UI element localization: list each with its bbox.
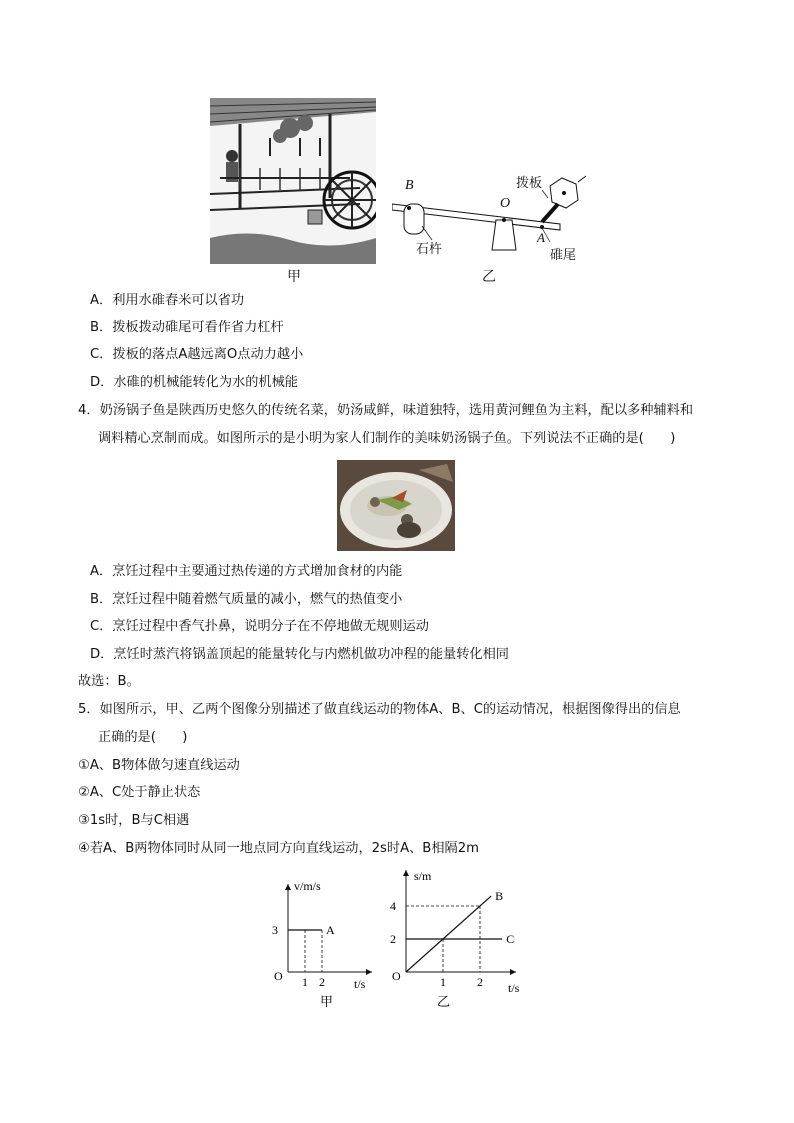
q4-stem-line1: 4．奶汤锅子鱼是陕西历史悠久的传统名菜，奶汤咸鲜，味道独特，选用黄河鲤鱼为主料，配以多种辅料和 — [78, 403, 694, 418]
chart-yi — [390, 866, 530, 1012]
chart-jia-y-tick-3: 3 — [272, 923, 278, 937]
chart-yi-x-tick-2: 2 — [477, 975, 483, 989]
q3-option-a: A．利用水碓舂米可以省功 — [90, 293, 245, 308]
chart-yi-x-tick-1: 1 — [440, 975, 446, 989]
chart-jia-x-tick-1: 1 — [302, 975, 308, 989]
q4-option-c: C．烹饪过程中香气扑鼻，说明分子在不停地做无规则运动 — [90, 619, 429, 634]
fish-soup-photo — [337, 460, 455, 551]
chart-yi-y-arrow — [403, 870, 409, 876]
caption-jia: 甲 — [287, 269, 301, 285]
chart-jia-origin: O — [274, 969, 283, 983]
label-paddle: 拨板 — [516, 176, 543, 191]
chart-yi-series-B — [406, 896, 491, 972]
q3-option-b: B．拨板拨动碓尾可看作省力杠杆 — [90, 320, 284, 335]
q3-option-d: D．水碓的机械能转化为水的机械能 — [90, 375, 298, 390]
caption-yi: 乙 — [482, 269, 496, 285]
q4-answer: 故选：B。 — [78, 674, 140, 689]
chart-jia-series-label-A: A — [326, 923, 335, 937]
label-o: O — [500, 196, 511, 211]
chart-yi-ylabel: s/m — [414, 869, 432, 883]
chart-jia — [262, 872, 382, 1012]
chart-jia-title: 甲 — [320, 994, 334, 1009]
chart-yi-y-tick-4: 4 — [390, 899, 396, 913]
chart-jia-y-arrow — [285, 884, 291, 890]
waterwheel-illustration — [210, 98, 376, 264]
q3-option-c: C．拨板的落点A越远离O点动力越小 — [90, 347, 304, 362]
q4-stem-line2: 调料精心烹制而成。如图所示的是小明为家人们制作的美味奶汤锅子鱼。下列说法不正确的是( ) — [98, 431, 676, 446]
q4-option-d: D．烹饪时蒸汽将锅盖顶起的能量转化与内燃机做功冲程的能量转化相同 — [90, 647, 509, 662]
chart-jia-x-arrow — [366, 969, 372, 975]
chart-yi-title: 乙 — [437, 994, 451, 1009]
chart-yi-svg — [390, 866, 530, 1012]
q5-item-3: ③1s时，B与C相遇 — [78, 813, 190, 828]
chart-jia-ylabel: v/m/s — [294, 879, 321, 893]
chart-jia-xlabel: t/s — [354, 977, 366, 991]
chart-yi-origin: O — [392, 969, 401, 983]
chart-yi-series-label-B: B — [495, 889, 504, 904]
chart-yi-y-tick-2: 2 — [390, 932, 396, 946]
q4-option-b: B．烹饪过程中随着燃气质量的减小，燃气的热值变小 — [90, 592, 403, 607]
label-b: B — [405, 178, 414, 193]
chart-jia-svg — [262, 872, 382, 1012]
label-a: A — [537, 230, 545, 245]
chart-yi-series-label-C: C — [506, 932, 515, 946]
chart-yi-x-arrow — [510, 969, 516, 975]
label-tail: 碓尾 — [550, 248, 577, 263]
q4-option-a: A．烹饪过程中主要通过热传递的方式增加食材的内能 — [90, 564, 403, 579]
lever-diagram — [392, 168, 592, 268]
q5-item-1: ①A、B物体做匀速直线运动 — [78, 758, 240, 773]
label-pestle: 石杵 — [416, 242, 443, 257]
q5-item-2: ②A、C处于静止状态 — [78, 785, 201, 800]
q5-stem-line1: 5．如图所示，甲、乙两个图像分别描述了做直线运动的物体A、B、C的运动情况，根据图像得出的信息 — [78, 702, 681, 717]
chart-jia-x-tick-2: 2 — [319, 975, 325, 989]
q5-item-4: ④若A、B两物体同时从同一地点同方向直线运动，2s时A、B相隔2m — [78, 841, 479, 856]
chart-yi-xlabel: t/s — [508, 981, 520, 995]
q5-stem-line2: 正确的是( ) — [98, 730, 188, 745]
